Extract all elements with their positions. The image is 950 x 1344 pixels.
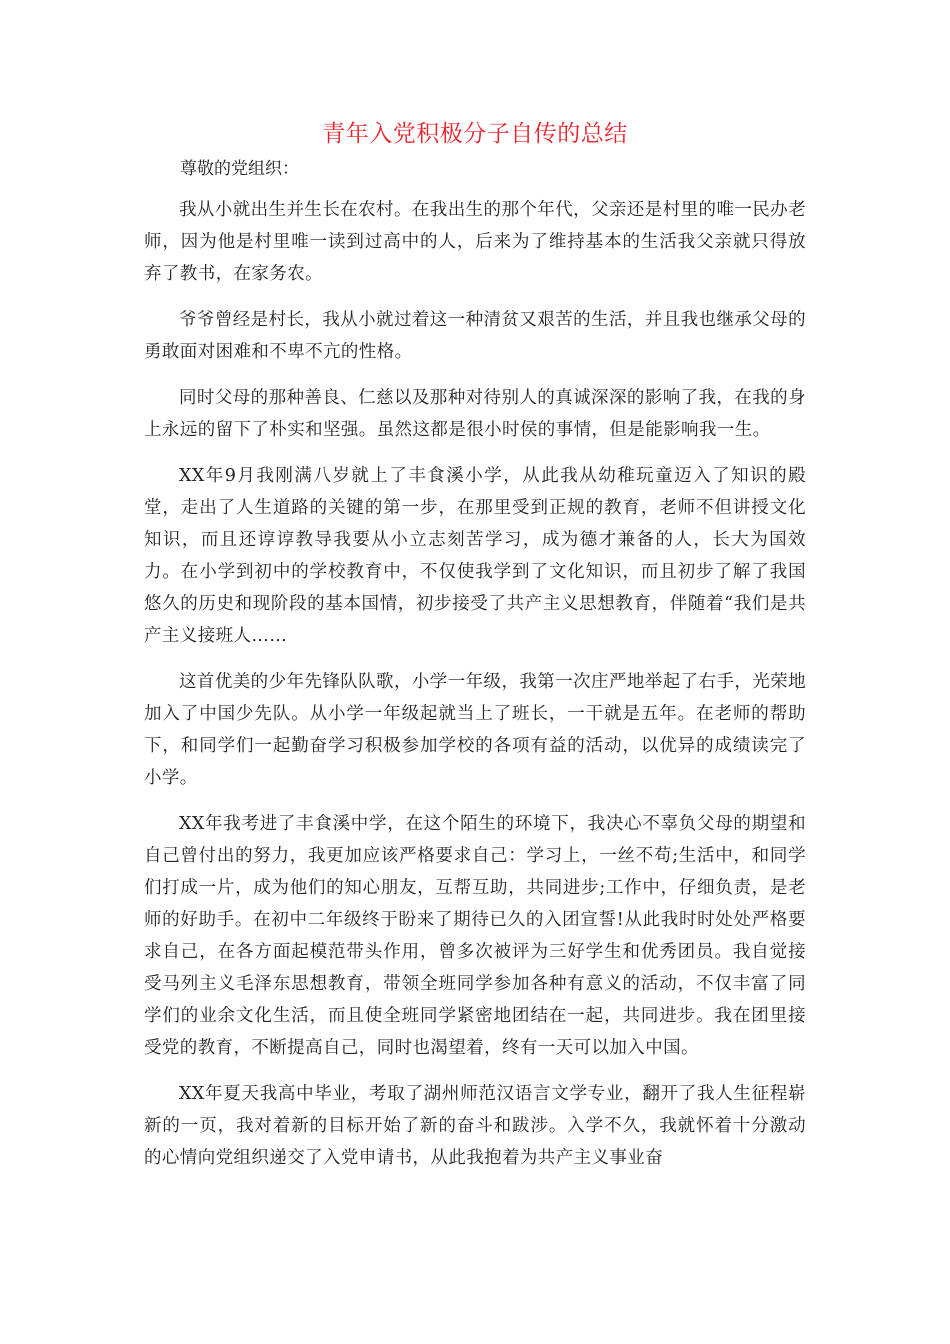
paragraph: XX年夏天我高中毕业，考取了湖州师范汉语言文学专业，翻开了我人生征程崭新的一页，我对着新的目标开始了新的奋斗和跋涉。入学不久，我就怀着十分激动的心情向党组织递交了入党申请书，从此我抱着为共产主义事业奋 bbox=[144, 1084, 806, 1168]
paragraph: 我从小就出生并生长在农村。在我出生的那个年代，父亲还是村里的唯一民办老师，因为他是村里唯一读到过高中的人，后来为了维持基本的生活我父亲就只得放弃了教书，在家务农。 bbox=[144, 200, 806, 284]
document-title: 青年入党积极分子自传的总结 bbox=[322, 121, 628, 147]
paragraph: 这首优美的少年先锋队队歌，小学一年级，我第一次庄严地举起了右手，光荣地加入了中国少先队。从小学一年级起就当上了班长，一干就是五年。在老师的帮助下，和同学们一起勤奋学习积极参加学校的各项有益的活动，以优异的成绩读完了小学。 bbox=[144, 672, 806, 788]
paragraph: XX年我考进了丰食溪中学，在这个陌生的环境下，我决心不辜负父母的期望和自己曾付出的努力，我更加应该严格要求自己：学习上，一丝不苟;生活中，和同学们打成一片，成为他们的知心朋友，互帮互助，共同进步;工作中，仔细负责，是老师的好助手。在初中二年级终于盼来了期待已久的入团宣誓!从此我时时处处严格要求自己，在各方面起模范带头作用，曾多次被评为三好学生和优秀团员。我自觉接受马列主义毛泽东思想教育，带领全班同学参加各种有意义的活动，不仅丰富了同学们的业余文化生活，而且使全班同学紧密地团结在一起，共同进步。我在团里接受党的教育，不断提高自己，同时也渴望着，终有一天可以加入中国。 bbox=[144, 814, 806, 1058]
paragraph: 爷爷曾经是村长，我从小就过着这一种清贫又艰苦的生活，并且我也继承父母的勇敢面对困难和不卑不亢的性格。 bbox=[144, 310, 806, 362]
paragraph: 同时父母的那种善良、仁慈以及那种对待别人的真诚深深的影响了我，在我的身上永远的留下了朴实和坚强。虽然这都是很小时侯的事情，但是能影响我一生。 bbox=[144, 388, 806, 440]
document-body bbox=[144, 194, 806, 1188]
paragraph: XX年9月我刚满八岁就上了丰食溪小学，从此我从幼稚玩童迈入了知识的殿堂，走出了人生道路的关键的第一步，在那里受到正规的教育，老师不但讲授文化知识，而且还谆谆教导我要从小立志刻苦学习，成为德才兼备的人，长大为国效力。在小学到初中的学校教育中，不仅使我学到了文化知识，而且初步了解了我国悠久的历史和现阶段的基本国情，初步接受了共产主义思想教育，伴随着“我们是共产主义接班人…… bbox=[144, 466, 806, 646]
salutation: 尊敬的党组织： bbox=[180, 159, 299, 179]
